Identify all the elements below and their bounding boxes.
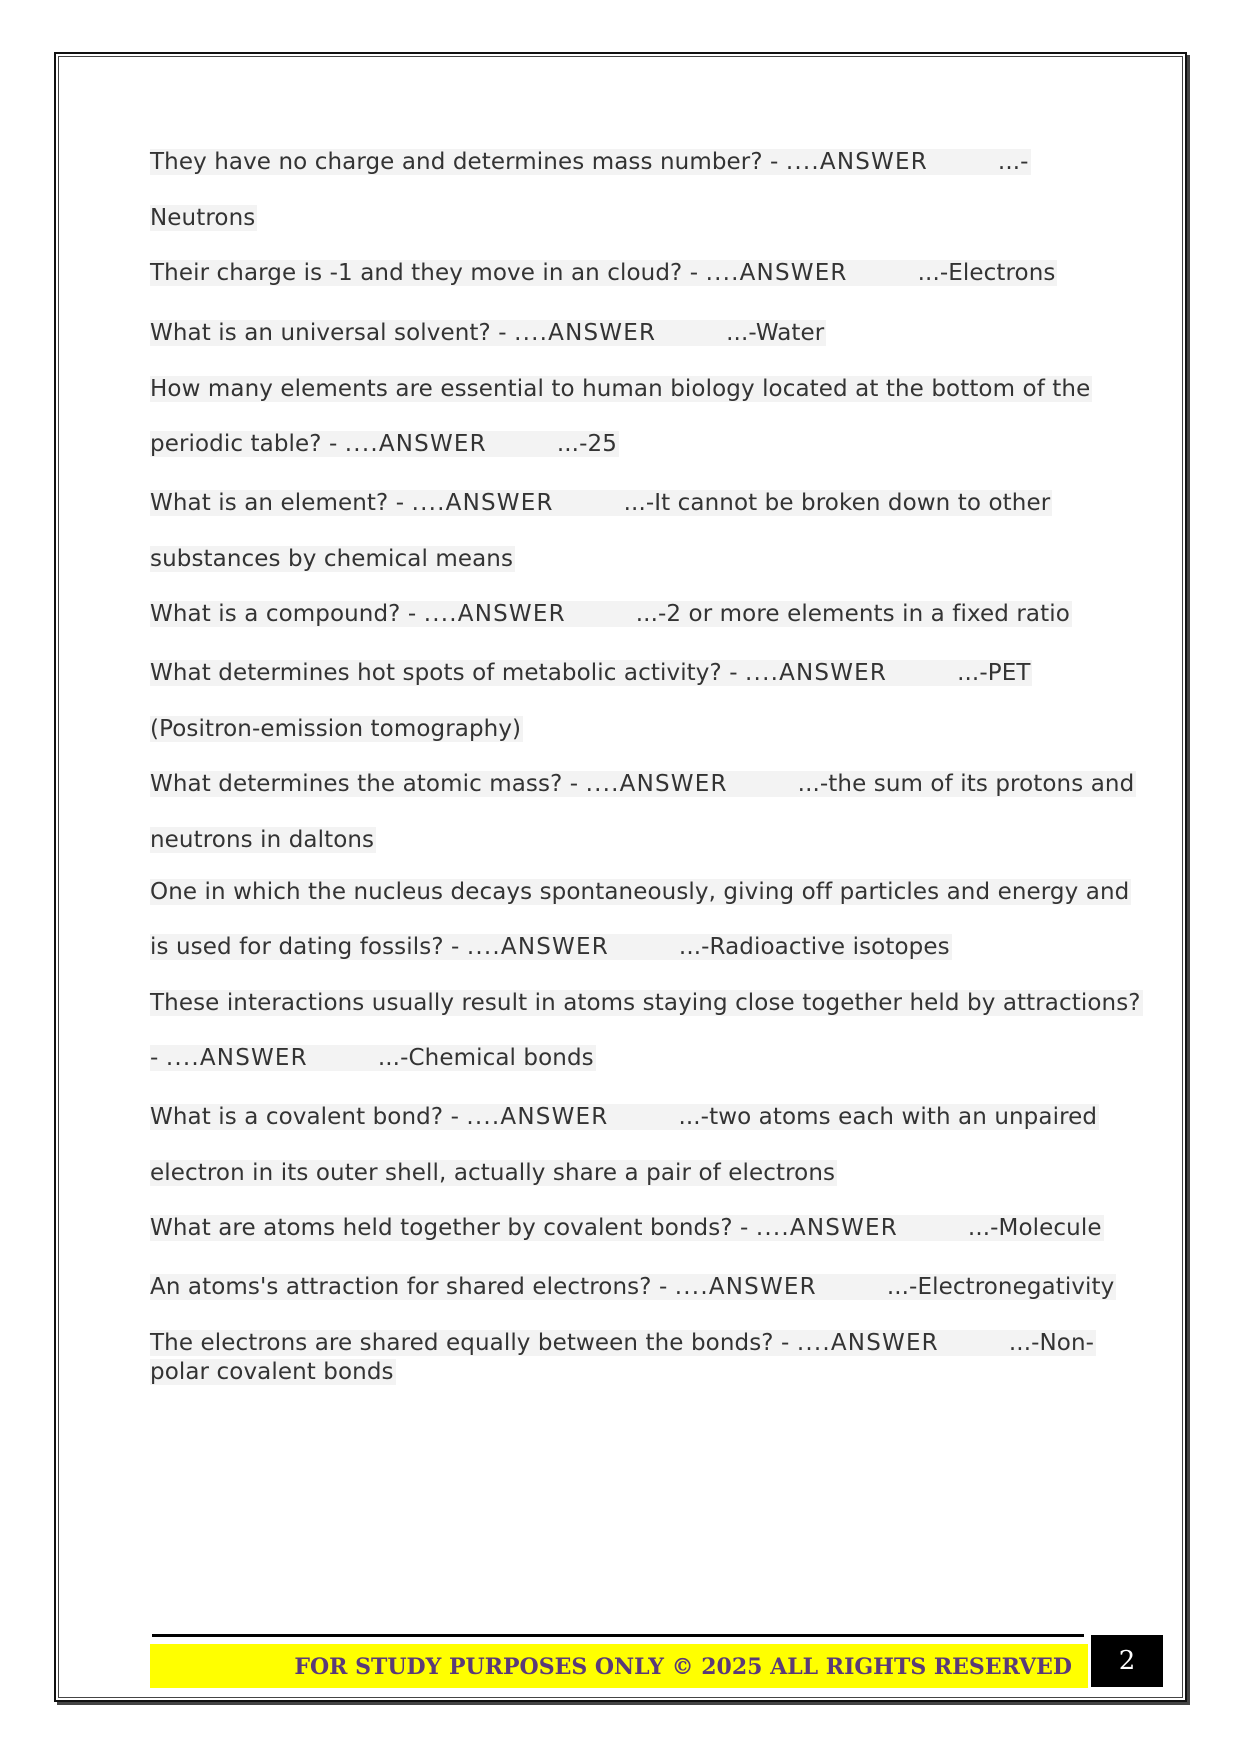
answer-marker: ....ANSWER	[514, 320, 657, 346]
answer-marker: ....ANSWER	[466, 1104, 609, 1130]
question-text: The electrons are shared equally between the bonds? -	[150, 1330, 797, 1356]
qa-line	[150, 256, 1057, 290]
line-text	[150, 149, 1031, 175]
qa-line	[150, 1156, 837, 1190]
qa-line	[150, 875, 1131, 909]
qa-line	[150, 427, 619, 461]
question-text: What is a compound? -	[150, 601, 424, 627]
line-text	[150, 205, 257, 231]
line-text	[150, 1330, 1096, 1356]
qa-line	[150, 316, 826, 350]
continuation-text: substances by chemical means	[150, 546, 514, 572]
answer-marker: ....ANSWER	[796, 1330, 939, 1356]
qa-line	[150, 712, 523, 746]
line-text	[150, 660, 1032, 686]
qa-line	[150, 145, 1031, 179]
line-text	[150, 431, 619, 457]
question-text: What determines hot spots of metabolic activity? -	[150, 660, 746, 686]
question-text: periodic table? -	[150, 431, 345, 457]
answer-text: ...-two atoms each with an unpaired	[678, 1104, 1098, 1130]
answer-text: ...-Radioactive isotopes	[678, 934, 950, 960]
answer-text: ...-PET	[957, 660, 1031, 686]
answer-marker: ....ANSWER	[423, 601, 566, 627]
qa-line	[150, 201, 257, 235]
answer-text: ...-2 or more elements in a fixed ratio	[635, 601, 1070, 627]
footer-rule	[152, 1634, 1084, 1637]
answer-text: ...-Chemical bonds	[377, 1045, 594, 1071]
line-text	[150, 1274, 1116, 1300]
qa-line	[150, 1270, 1116, 1304]
answer-text: ...-Electronegativity	[886, 1274, 1115, 1300]
footer-text: FOR STUDY PURPOSES ONLY © 2025 ALL RIGHTS RESERVED	[294, 1654, 1072, 1680]
continuation-text: electron in its outer shell, actually share a pair of electrons	[150, 1160, 836, 1186]
line-text	[150, 1045, 596, 1071]
question-text: What is an universal solvent? -	[150, 320, 515, 346]
question-text: What is a covalent bond? -	[150, 1104, 467, 1130]
answer-marker: ....ANSWER	[165, 1045, 308, 1071]
question-text: What are atoms held together by covalent bonds? -	[150, 1215, 756, 1241]
line-text	[150, 1160, 837, 1186]
question-text: -	[150, 1045, 166, 1071]
answer-text: ...-Molecule	[967, 1215, 1102, 1241]
line-text	[150, 1215, 1104, 1241]
line-text	[150, 716, 523, 742]
qa-line	[150, 542, 515, 576]
qa-line	[150, 1100, 1099, 1134]
continuation-text: These interactions usually result in atoms staying close together held by attractions?	[150, 990, 1141, 1016]
continuation-text: polar covalent bonds	[150, 1359, 394, 1385]
answer-marker: ....ANSWER	[755, 1215, 898, 1241]
answer-text: ...-	[997, 149, 1029, 175]
qa-line	[150, 1355, 396, 1389]
qa-line	[150, 986, 1143, 1020]
line-text	[150, 1104, 1099, 1130]
page-number: 2	[1091, 1635, 1163, 1687]
qa-line	[150, 823, 376, 857]
qa-line	[150, 1041, 596, 1075]
answer-text: ...-It cannot be broken down to other	[623, 490, 1051, 516]
question-text: What determines the atomic mass? -	[150, 771, 586, 797]
answer-marker: ....ANSWER	[344, 431, 487, 457]
line-text	[150, 260, 1057, 286]
line-text	[150, 771, 1136, 797]
answer-text: ...-the sum of its protons and	[797, 771, 1135, 797]
line-text	[150, 376, 1092, 402]
qa-line	[150, 656, 1032, 690]
answer-text: ...-Electrons	[917, 260, 1056, 286]
line-text	[150, 601, 1072, 627]
answer-marker: ....ANSWER	[745, 660, 888, 686]
answer-marker: ....ANSWER	[585, 771, 728, 797]
continuation-text: Neutrons	[150, 205, 256, 231]
line-text	[150, 934, 952, 960]
answer-text: ...-25	[556, 431, 617, 457]
continuation-text: How many elements are essential to human biology located at the bottom of the	[150, 376, 1091, 402]
line-text	[150, 827, 376, 853]
qa-line	[150, 1211, 1104, 1245]
question-text: They have no charge and determines mass number? -	[150, 149, 786, 175]
answer-marker: ....ANSWER	[466, 934, 609, 960]
answer-marker: ....ANSWER	[411, 490, 554, 516]
qa-line	[150, 930, 952, 964]
question-text: Their charge is -1 and they move in an cloud? -	[150, 260, 706, 286]
qa-line	[150, 767, 1136, 801]
answer-text: ...-Water	[726, 320, 825, 346]
qa-line	[150, 486, 1052, 520]
continuation-text: (Positron-emission tomography)	[150, 716, 522, 742]
answer-marker: ....ANSWER	[674, 1274, 817, 1300]
question-text: What is an element? -	[150, 490, 412, 516]
continuation-text: One in which the nucleus decays spontaneously, giving off particles and energy and	[150, 879, 1130, 905]
line-text	[150, 879, 1131, 905]
answer-marker: ....ANSWER	[705, 260, 848, 286]
line-text	[150, 990, 1143, 1016]
question-text: is used for dating fossils? -	[150, 934, 467, 960]
line-text	[150, 546, 515, 572]
qa-line	[150, 372, 1092, 406]
line-text	[150, 320, 826, 346]
qa-line	[150, 597, 1072, 631]
answer-text: ...-Non-	[1008, 1330, 1095, 1356]
line-text	[150, 490, 1052, 516]
line-text	[150, 1359, 396, 1385]
question-text: An atoms's attraction for shared electrons? -	[150, 1274, 675, 1300]
continuation-text: neutrons in daltons	[150, 827, 375, 853]
answer-marker: ....ANSWER	[785, 149, 928, 175]
